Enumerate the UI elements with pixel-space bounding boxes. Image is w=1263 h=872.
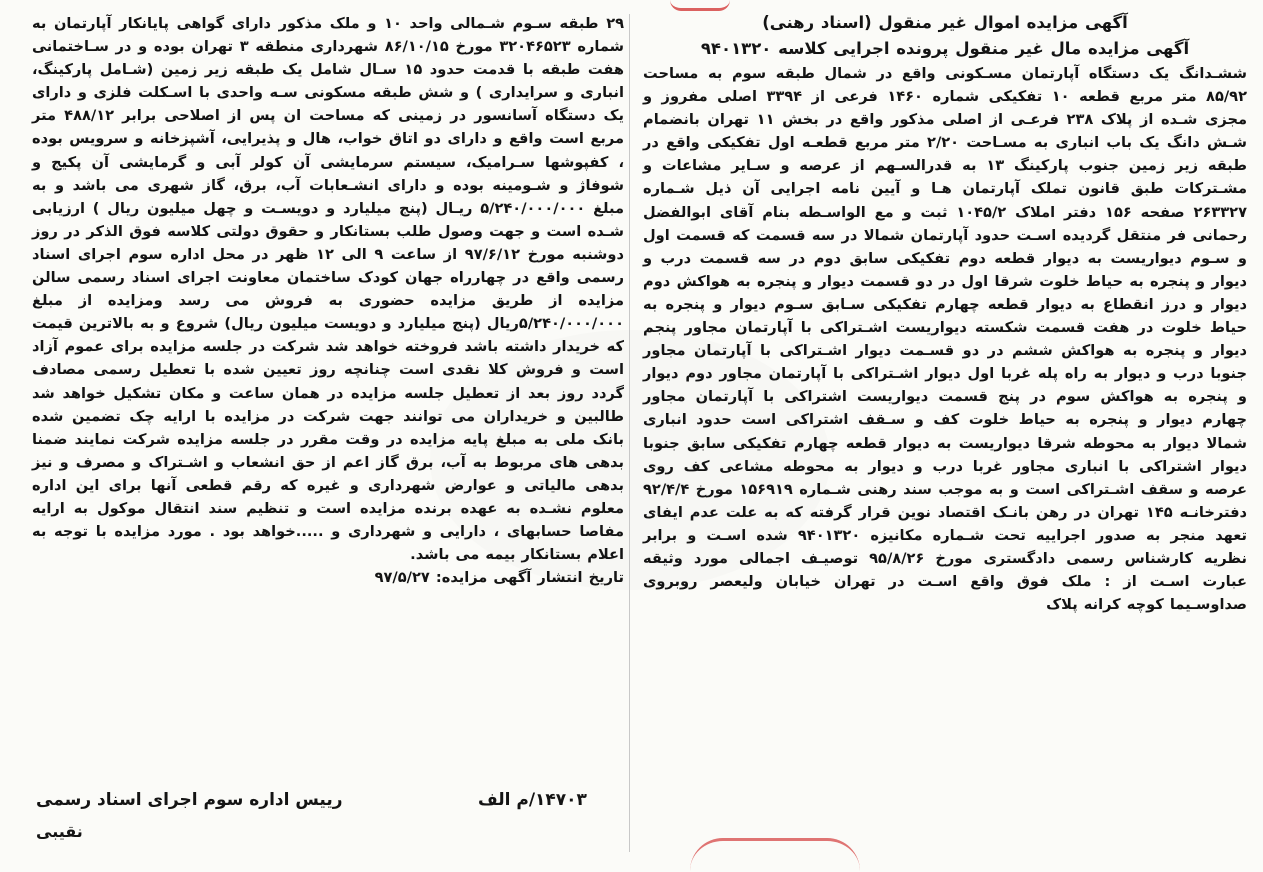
ad-body-left: ۲۹ طبقه سـوم شـمالی واحد ۱۰ و ملک مذکور دارای گواهی پایانکار آپارتمان به شماره ۳۲۰۴۶۵۲۳ مورخ ۸۶/۱۰/۱۵ شهرداری منطقه ۳ تهران بوده و در سـاختمانی هفت طبقه با قدمت حدود ۱۵ سـال شامل یک طبقه زیر زمین (شـامل پارکینگ، انباری و سرایداری ) و شش طبقه مسکونی سـه واحدی با اسـکلت فلزی و دارای یک دستگاه آسانسور در زمینی که مساحت ان پس از اصلاحی برابر ۴۸۸/۱۲ متر مربع است واقع و دارای دو اتاق خواب، هال و پذیرایی، آشپزخانه و سرویس بوده ، کفپوشها سـرامیک، سیستم سرمایشی آن کولر آبی و گرمایشی آن پکیج و شوفاژ و شـومینه بوده و دارای انشـعابات آب، برق، گاز شهری می باشد و به مبلغ ۵/۲۴۰/۰۰۰/۰۰۰ ریـال (پنج میلیارد و دویسـت و چهل میلیون ریال ) ارزیابی شـده است و جهت وصول طلب بستانکار و حقوق دولتی کلاسه فوق الذکر در روز دوشنبه مورخ ۹۷/۶/۱۲ از ساعت ۹ الی ۱۲ ظهر در محل اداره سوم اجرای اسناد رسمی واقع در چهارراه جهان کودک ساختمان معاونت اجرای اسناد رسمی سالن مزایده از طریق مزایده حضوری به فروش می رسد ومزایده از مبلغ ۵/۲۴۰/۰۰۰/۰۰۰ریال (پنج میلیارد و دویست میلیون ریال) شروع و به بالاترین قیمت که خریدار داشته باشد فروخته خواهد شد شرکت در جلسه مزایده برای عموم آزاد است و فروش کلا نقدی است چنانچه روز تعیین شده با تعطیل رسمی مصادف گردد روز بعد از تعطیل جلسه مزایده در همان ساعت و مکان تشکیل خواهد شد طالبین و خریداران می توانند جهت شرکت در مزایده با ارایه چک تضمین شده بانک ملی به مبلغ پایه مزایده در وقت مقرر در جلسه مزایده شرکت نمایند ضمنا بدهی های مربوط به آب، برق گاز اعم از حق انشعاب و اشـتراک و مصرف و نیز بدهی مالیاتی و عوارض شهرداری و غیره که رقم قطعی آنها برای این اداره معلوم نشـده به عهده برنده مزایده است و تنظیم سند انتقال موکول به ارایه مفاصا حسابهای ، دارایی و شهرداری و .....خواهد بود . مورد مزایده با توجه به اعلام بستانکار بیمه می باشد. bbox=[32, 15, 625, 564]
ad-left-column bbox=[32, 12, 624, 589]
red-pen-mark-bottom bbox=[690, 838, 860, 871]
signature-name: نقیبی bbox=[36, 822, 83, 841]
ad-body-right: ششـدانگ یک دستگاه آپارتمان مسـکونی واقع در شمال طبقه سوم به مساحت ۸۵/۹۲ متر مربع قطعه ۱۰ تفکیکی شماره ۱۴۶۰ فرعی از ۳۳۹۴ اصلی مفروز و مجزی شـده از پلاک ۲۳۸ فرعـی از اصلی مذکور واقع در بخش ۱۱ تهران بانضمام شـش دانگ یک باب انباری به مسـاحت ۲/۲۰ متر مربع قطعـه اول تفکیکی واقع در طبقه زیر زمین جنوب پارکینگ ۱۳ به قدرالسـهم از عرصه و سـایر مشاعات و مشـترکات طبق قانون تملک آپارتمان هـا و آیین نامه اجرایی آن ذیل شـماره ۲۶۳۳۲۷ صفحه ۱۵۶ دفتر املاک ۱۰۴۵/۲ ثبت و مع الواسـطه بنام آقای ابوالفضل رحمانی فر منتقل گردیده اسـت حدود آپارتمان شمالا در سه قسمت که قسمت اول و سـوم دیواریست به دیوار قطعه دوم تفکیکی سابق دوم در سه قسمت درب و دیوار و پنجره به حیاط خلوت شرقا اول در دو قسمت دیوار و پنجره به هواکش دوم دیوار و درز انقطاع به دیوار قطعه چهارم تفکیکی سـابق سـوم دیوار و پنجره به حیاط خلوت در هفت قسمت شکسته دیواریست اشـتراکی با آپارتمان مجاور پنجم دیوار و پنجره به هواکش ششم در دو قسـمت دیوار اشـتراکی با آپارتمان مجاور جنوبا درب و دیوار به راه پله غربا اول دیوار اشـتراکی با آپارتمان مجاور دوم دیوار و پنجره به هواکش سوم در پنج قسمت دیواریست اشتراکی با آپارتمان مجاور چهارم دیوار و پنجره به حیاط خلوت کف و سـقف اشتراکی است حدود انباری شمالا دیوار به محوطه شرقا دیواریست به دیوار قطعه چهارم تفکیکی سابق جنوبا دیوار اشتراکی با انباری مجاور غربا درب و دیوار به محوطه مشاعی کف روی عرصه و سقف اشـتراکی است و به موجب سند رهنی شـماره ۱۵۶۹۱۹ مورخ ۹۲/۴/۴ دفترخانـه ۱۴۵ تهران در رهن بانـک اقتصاد نوین قرار گرفته که به علت عدم ایفای تعهد منجر به صدور اجراییه تحت شـماره مکانیزه ۹۴۰۱۳۲۰ شده اسـت و برابر نظریه کارشناس رسمی دادگستری مورخ ۹۵/۸/۲۶ توصیـف اجمالی مورد وثیقه عبارت اسـت از : ملک فوق واقع اسـت در تهران خیابان ولیعصر روبروی صداوسـیما کوچه کرانه پلاک bbox=[643, 65, 1248, 614]
ad-heading-2: آگهی مزایده مال غیر منقول پرونده اجرایی کلاسه ۹۴۰۱۳۲۰ bbox=[700, 39, 1190, 58]
reference-number: ۱۴۷۰۳/م الف bbox=[478, 790, 587, 810]
column-divider bbox=[629, 14, 630, 852]
ad-right-column bbox=[643, 10, 1247, 616]
signature-title: رییس اداره سوم اجرای اسناد رسمی bbox=[36, 790, 343, 810]
publish-date: تاریخ انتشار آگهی مزایده: ۹۷/۵/۲۷ bbox=[374, 569, 624, 587]
ad-heading-1: آگهی مزایده اموال غیر منقول (اسناد رهنی) bbox=[762, 13, 1128, 32]
